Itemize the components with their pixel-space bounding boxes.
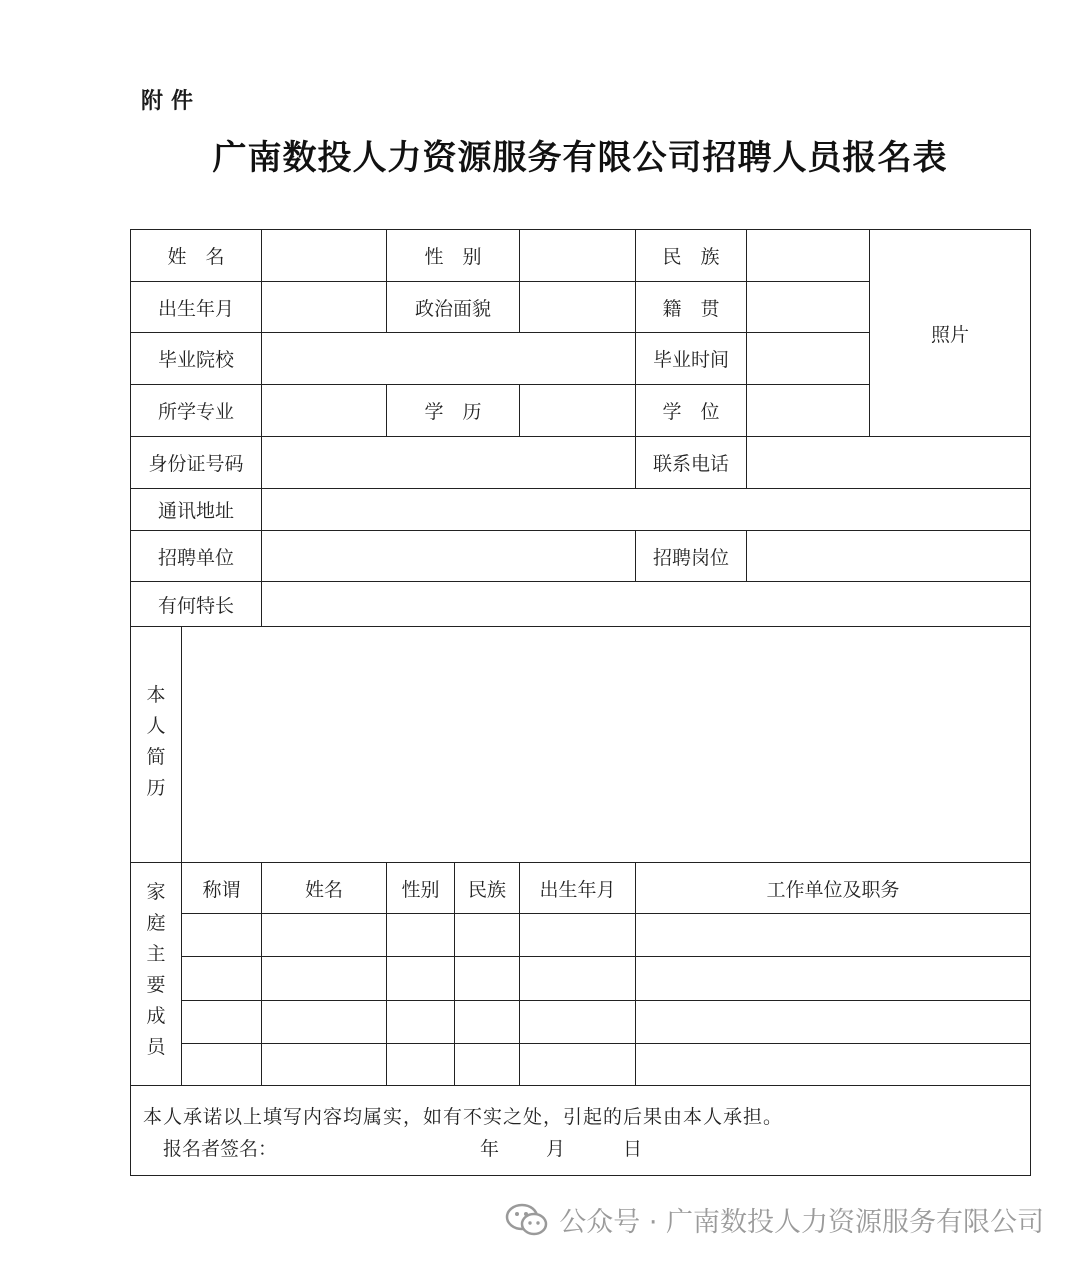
label-name: 姓 名	[167, 246, 225, 268]
label-grad-time: 毕业时间	[652, 349, 729, 371]
input-address[interactable]	[262, 489, 1030, 530]
label-unit: 招聘单位	[157, 546, 234, 569]
wechat-icon	[505, 1202, 549, 1238]
row-line	[130, 1085, 1031, 1086]
row-line	[181, 913, 1031, 914]
input-degree[interactable]	[747, 385, 869, 436]
label-degree: 学 位	[662, 401, 720, 423]
pledge-statement: 本人承诺以上填写内容均属实，如有不实之处，引起的后果由本人承担。	[143, 1106, 784, 1128]
date-month: 月	[546, 1138, 566, 1160]
label-major: 所学专业	[157, 401, 234, 423]
input-resume[interactable]	[182, 627, 1030, 862]
family-header-birth: 出生年月	[539, 878, 616, 901]
family-header-work: 工作单位及职务	[766, 878, 900, 901]
photo-box[interactable]: 照片	[930, 323, 969, 346]
label-school: 毕业院校	[157, 349, 234, 371]
label-gender: 性 别	[424, 246, 482, 268]
input-post[interactable]	[747, 531, 1030, 581]
input-id-number[interactable]	[262, 437, 635, 488]
watermark	[505, 1200, 1044, 1239]
row-line	[181, 1043, 1031, 1044]
input-unit[interactable]	[262, 531, 635, 581]
label-id-number: 身份证号码	[148, 453, 244, 475]
label-resume	[131, 680, 181, 804]
input-school[interactable]	[262, 333, 635, 384]
input-gender[interactable]	[520, 230, 635, 281]
label-native: 籍 贯	[662, 297, 720, 320]
vertical-char: 员	[146, 1036, 166, 1058]
input-ethnicity[interactable]	[747, 230, 869, 281]
vertical-char: 人	[146, 715, 166, 737]
row-line	[181, 956, 1031, 957]
label-specialty: 有何特长	[157, 594, 234, 617]
vertical-char: 历	[146, 777, 166, 799]
attachment-label: 附件	[141, 89, 202, 114]
input-birth[interactable]	[262, 282, 386, 332]
date-day: 日	[623, 1138, 643, 1160]
vertical-char: 主	[146, 943, 166, 965]
input-phone[interactable]	[747, 437, 1030, 488]
vertical-char: 家	[146, 881, 166, 903]
label-post: 招聘岗位	[652, 546, 729, 569]
label-ethnicity: 民 族	[662, 246, 720, 268]
input-grad-time[interactable]	[747, 333, 869, 384]
label-education: 学 历	[424, 401, 482, 423]
vertical-char: 要	[146, 974, 166, 996]
label-address: 通讯地址	[157, 500, 234, 522]
signature-label: 报名者签名：	[163, 1138, 278, 1160]
label-family	[131, 877, 181, 1063]
input-political[interactable]	[520, 282, 635, 332]
label-political: 政治面貌	[414, 297, 491, 320]
vertical-char: 本	[146, 684, 166, 706]
form-title: 广南数投人力资源服务有限公司招聘人员报名表	[212, 138, 948, 178]
family-header-gender: 性别	[401, 878, 440, 901]
input-major[interactable]	[262, 385, 386, 436]
family-header-relation: 称谓	[202, 878, 241, 901]
label-phone: 联系电话	[652, 453, 729, 475]
family-header-ethnicity: 民族	[467, 878, 506, 901]
vertical-char: 简	[146, 746, 166, 768]
input-name[interactable]	[262, 230, 386, 281]
signature-field[interactable]	[285, 1136, 465, 1158]
input-native[interactable]	[747, 282, 869, 332]
input-education[interactable]	[520, 385, 635, 436]
date-year: 年	[480, 1138, 500, 1160]
input-specialty[interactable]	[262, 582, 1030, 626]
watermark-text: 公众号 · 广南数投人力资源服务有限公司	[559, 1207, 1044, 1238]
vertical-char: 庭	[146, 912, 166, 934]
vertical-char: 成	[146, 1005, 166, 1027]
row-line	[181, 1000, 1031, 1001]
family-header-name: 姓名	[304, 878, 343, 901]
label-birth: 出生年月	[157, 297, 234, 320]
